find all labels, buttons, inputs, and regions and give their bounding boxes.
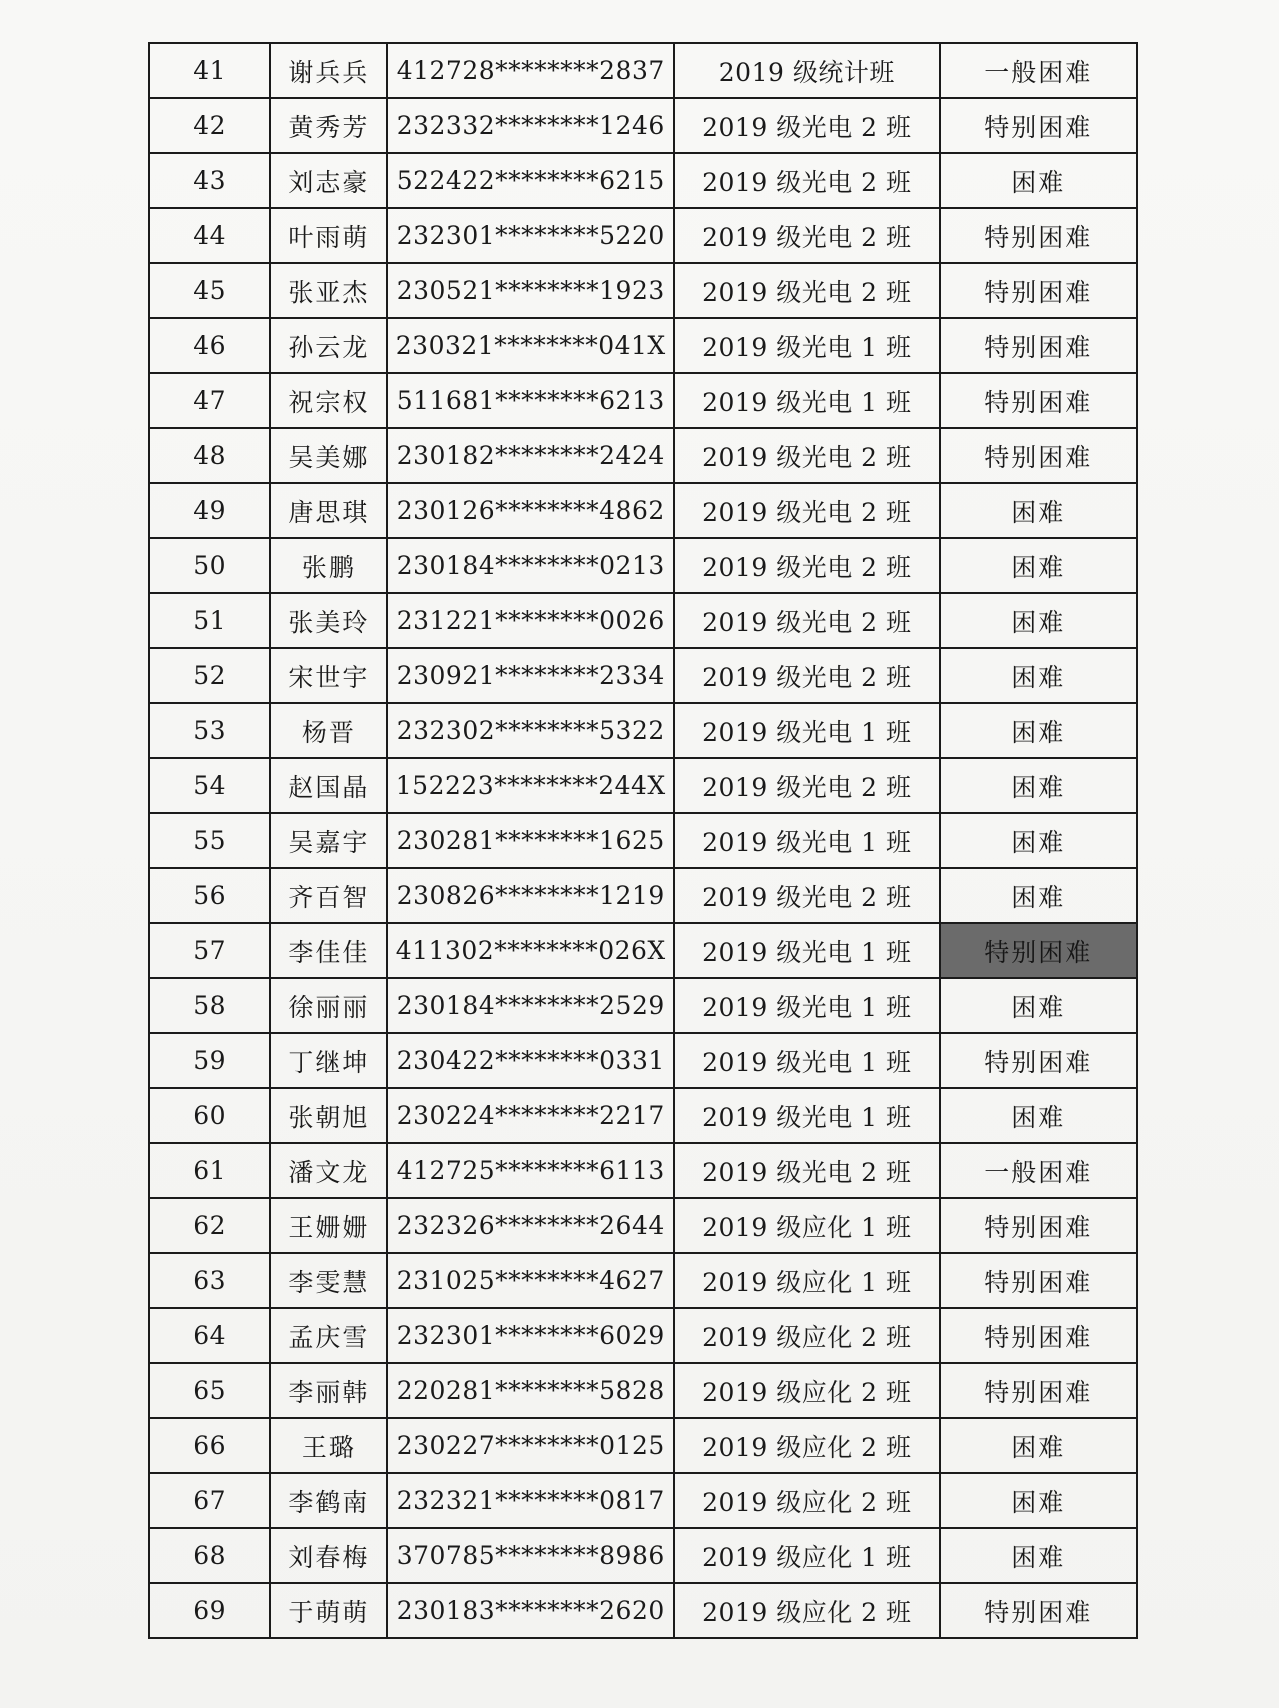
class-cell: 2019 级光电 2 班 — [674, 428, 940, 483]
difficulty-level-cell: 困难 — [940, 648, 1137, 703]
row-number-cell: 66 — [149, 1418, 270, 1473]
difficulty-level-cell: 困难 — [940, 978, 1137, 1033]
row-number-cell: 69 — [149, 1583, 270, 1638]
student-name-cell: 丁继坤 — [270, 1033, 387, 1088]
id-number-cell: 230183********2620 — [387, 1583, 674, 1638]
table-row — [149, 153, 1137, 208]
student-name-cell: 李佳佳 — [270, 923, 387, 978]
id-number-cell: 230422********0331 — [387, 1033, 674, 1088]
student-name-cell: 杨晋 — [270, 703, 387, 758]
class-cell: 2019 级应化 2 班 — [674, 1308, 940, 1363]
difficulty-level-cell: 一般困难 — [940, 43, 1137, 98]
table-row — [149, 1033, 1137, 1088]
class-cell: 2019 级光电 1 班 — [674, 813, 940, 868]
difficulty-level-cell: 困难 — [940, 1088, 1137, 1143]
id-number-cell: 231221********0026 — [387, 593, 674, 648]
table-row — [149, 1198, 1137, 1253]
row-number-cell: 68 — [149, 1528, 270, 1583]
student-name-cell: 谢兵兵 — [270, 43, 387, 98]
difficulty-level-cell: 特别困难 — [940, 1253, 1137, 1308]
row-number-cell: 47 — [149, 373, 270, 428]
id-number-cell: 370785********8986 — [387, 1528, 674, 1583]
table-row — [149, 868, 1137, 923]
id-number-cell: 220281********5828 — [387, 1363, 674, 1418]
row-number-cell: 42 — [149, 98, 270, 153]
row-number-cell: 56 — [149, 868, 270, 923]
row-number-cell: 41 — [149, 43, 270, 98]
student-name-cell: 张朝旭 — [270, 1088, 387, 1143]
id-number-cell: 412725********6113 — [387, 1143, 674, 1198]
student-name-cell: 齐百智 — [270, 868, 387, 923]
class-cell: 2019 级光电 2 班 — [674, 208, 940, 263]
difficulty-level-cell: 困难 — [940, 813, 1137, 868]
class-cell: 2019 级光电 2 班 — [674, 538, 940, 593]
student-name-cell: 赵国晶 — [270, 758, 387, 813]
row-number-cell: 44 — [149, 208, 270, 263]
table-row — [149, 1473, 1137, 1528]
student-name-cell: 吴嘉宇 — [270, 813, 387, 868]
row-number-cell: 46 — [149, 318, 270, 373]
difficulty-level-cell: 特别困难 — [940, 1363, 1137, 1418]
id-number-cell: 230281********1625 — [387, 813, 674, 868]
student-name-cell: 李丽韩 — [270, 1363, 387, 1418]
class-cell: 2019 级应化 1 班 — [674, 1528, 940, 1583]
student-name-cell: 张亚杰 — [270, 263, 387, 318]
id-number-cell: 522422********6215 — [387, 153, 674, 208]
class-cell: 2019 级应化 2 班 — [674, 1363, 940, 1418]
id-number-cell: 232326********2644 — [387, 1198, 674, 1253]
id-number-cell: 230227********0125 — [387, 1418, 674, 1473]
difficulty-level-cell: 特别困难 — [940, 263, 1137, 318]
class-cell: 2019 级光电 2 班 — [674, 98, 940, 153]
id-number-cell: 230184********0213 — [387, 538, 674, 593]
student-roster-table — [148, 42, 1138, 1639]
id-number-cell: 230182********2424 — [387, 428, 674, 483]
row-number-cell: 65 — [149, 1363, 270, 1418]
student-name-cell: 张鹏 — [270, 538, 387, 593]
row-number-cell: 55 — [149, 813, 270, 868]
difficulty-level-cell: 困难 — [940, 483, 1137, 538]
row-number-cell: 53 — [149, 703, 270, 758]
class-cell: 2019 级光电 2 班 — [674, 758, 940, 813]
row-number-cell: 45 — [149, 263, 270, 318]
student-name-cell: 李鹤南 — [270, 1473, 387, 1528]
difficulty-level-cell: 特别困难 — [940, 923, 1137, 978]
id-number-cell: 232301********5220 — [387, 208, 674, 263]
student-name-cell: 张美玲 — [270, 593, 387, 648]
class-cell: 2019 级光电 1 班 — [674, 1088, 940, 1143]
table-row — [149, 263, 1137, 318]
class-cell: 2019 级应化 2 班 — [674, 1418, 940, 1473]
row-number-cell: 58 — [149, 978, 270, 1033]
class-cell: 2019 级光电 2 班 — [674, 153, 940, 208]
student-name-cell: 宋世宇 — [270, 648, 387, 703]
id-number-cell: 152223********244X — [387, 758, 674, 813]
id-number-cell: 230321********041X — [387, 318, 674, 373]
difficulty-level-cell: 一般困难 — [940, 1143, 1137, 1198]
difficulty-level-cell: 特别困难 — [940, 98, 1137, 153]
table-row — [149, 1143, 1137, 1198]
class-cell: 2019 级光电 1 班 — [674, 703, 940, 758]
class-cell: 2019 级应化 1 班 — [674, 1253, 940, 1308]
id-number-cell: 230126********4862 — [387, 483, 674, 538]
student-name-cell: 李雯慧 — [270, 1253, 387, 1308]
class-cell: 2019 级光电 1 班 — [674, 318, 940, 373]
row-number-cell: 60 — [149, 1088, 270, 1143]
row-number-cell: 43 — [149, 153, 270, 208]
row-number-cell: 48 — [149, 428, 270, 483]
difficulty-level-cell: 困难 — [940, 538, 1137, 593]
table-row — [149, 208, 1137, 263]
id-number-cell: 230921********2334 — [387, 648, 674, 703]
difficulty-level-cell: 困难 — [940, 1418, 1137, 1473]
student-name-cell: 黄秀芳 — [270, 98, 387, 153]
id-number-cell: 232301********6029 — [387, 1308, 674, 1363]
class-cell: 2019 级光电 2 班 — [674, 593, 940, 648]
student-name-cell: 徐丽丽 — [270, 978, 387, 1033]
id-number-cell: 231025********4627 — [387, 1253, 674, 1308]
row-number-cell: 51 — [149, 593, 270, 648]
table-row — [149, 593, 1137, 648]
table-row — [149, 538, 1137, 593]
table-row — [149, 1583, 1137, 1638]
class-cell: 2019 级光电 2 班 — [674, 1143, 940, 1198]
student-name-cell: 潘文龙 — [270, 1143, 387, 1198]
difficulty-level-cell: 特别困难 — [940, 208, 1137, 263]
row-number-cell: 63 — [149, 1253, 270, 1308]
table-row — [149, 373, 1137, 428]
table-row — [149, 1253, 1137, 1308]
class-cell: 2019 级应化 1 班 — [674, 1198, 940, 1253]
student-name-cell: 王姗姗 — [270, 1198, 387, 1253]
difficulty-level-cell: 困难 — [940, 1528, 1137, 1583]
difficulty-level-cell: 特别困难 — [940, 1198, 1137, 1253]
table-row — [149, 923, 1137, 978]
table-row — [149, 1308, 1137, 1363]
row-number-cell: 49 — [149, 483, 270, 538]
roster-body — [149, 43, 1137, 1638]
table-row — [149, 318, 1137, 373]
difficulty-level-cell: 特别困难 — [940, 428, 1137, 483]
class-cell: 2019 级光电 2 班 — [674, 483, 940, 538]
table-row — [149, 978, 1137, 1033]
row-number-cell: 57 — [149, 923, 270, 978]
class-cell: 2019 级光电 2 班 — [674, 263, 940, 318]
student-name-cell: 王璐 — [270, 1418, 387, 1473]
student-name-cell: 刘志豪 — [270, 153, 387, 208]
row-number-cell: 54 — [149, 758, 270, 813]
table-row — [149, 1088, 1137, 1143]
table-row — [149, 98, 1137, 153]
row-number-cell: 64 — [149, 1308, 270, 1363]
student-name-cell: 唐思琪 — [270, 483, 387, 538]
id-number-cell: 412728********2837 — [387, 43, 674, 98]
row-number-cell: 67 — [149, 1473, 270, 1528]
difficulty-level-cell: 困难 — [940, 593, 1137, 648]
id-number-cell: 232302********5322 — [387, 703, 674, 758]
difficulty-level-cell: 特别困难 — [940, 373, 1137, 428]
class-cell: 2019 级光电 1 班 — [674, 1033, 940, 1088]
id-number-cell: 511681********6213 — [387, 373, 674, 428]
difficulty-level-cell: 困难 — [940, 153, 1137, 208]
id-number-cell: 232332********1246 — [387, 98, 674, 153]
id-number-cell: 232321********0817 — [387, 1473, 674, 1528]
table-row — [149, 1418, 1137, 1473]
row-number-cell: 50 — [149, 538, 270, 593]
table-row — [149, 43, 1137, 98]
student-name-cell: 刘春梅 — [270, 1528, 387, 1583]
table-row — [149, 1363, 1137, 1418]
table-row — [149, 703, 1137, 758]
class-cell: 2019 级光电 2 班 — [674, 868, 940, 923]
student-name-cell: 于萌萌 — [270, 1583, 387, 1638]
difficulty-level-cell: 特别困难 — [940, 1308, 1137, 1363]
student-name-cell: 叶雨萌 — [270, 208, 387, 263]
difficulty-level-cell: 困难 — [940, 868, 1137, 923]
class-cell: 2019 级光电 1 班 — [674, 978, 940, 1033]
id-number-cell: 230521********1923 — [387, 263, 674, 318]
table-row — [149, 758, 1137, 813]
table-row — [149, 483, 1137, 538]
class-cell: 2019 级光电 1 班 — [674, 923, 940, 978]
student-name-cell: 孟庆雪 — [270, 1308, 387, 1363]
class-cell: 2019 级应化 2 班 — [674, 1583, 940, 1638]
id-number-cell: 411302********026X — [387, 923, 674, 978]
class-cell: 2019 级应化 2 班 — [674, 1473, 940, 1528]
difficulty-level-cell: 特别困难 — [940, 318, 1137, 373]
row-number-cell: 52 — [149, 648, 270, 703]
student-name-cell: 祝宗权 — [270, 373, 387, 428]
student-name-cell: 吴美娜 — [270, 428, 387, 483]
table-row — [149, 813, 1137, 868]
class-cell: 2019 级统计班 — [674, 43, 940, 98]
class-cell: 2019 级光电 2 班 — [674, 648, 940, 703]
difficulty-level-cell: 困难 — [940, 758, 1137, 813]
difficulty-level-cell: 特别困难 — [940, 1033, 1137, 1088]
table-row — [149, 428, 1137, 483]
student-name-cell: 孙云龙 — [270, 318, 387, 373]
difficulty-level-cell: 特别困难 — [940, 1583, 1137, 1638]
id-number-cell: 230184********2529 — [387, 978, 674, 1033]
row-number-cell: 59 — [149, 1033, 270, 1088]
row-number-cell: 62 — [149, 1198, 270, 1253]
table-row — [149, 1528, 1137, 1583]
class-cell: 2019 级光电 1 班 — [674, 373, 940, 428]
difficulty-level-cell: 困难 — [940, 703, 1137, 758]
difficulty-level-cell: 困难 — [940, 1473, 1137, 1528]
table-row — [149, 648, 1137, 703]
id-number-cell: 230826********1219 — [387, 868, 674, 923]
id-number-cell: 230224********2217 — [387, 1088, 674, 1143]
row-number-cell: 61 — [149, 1143, 270, 1198]
